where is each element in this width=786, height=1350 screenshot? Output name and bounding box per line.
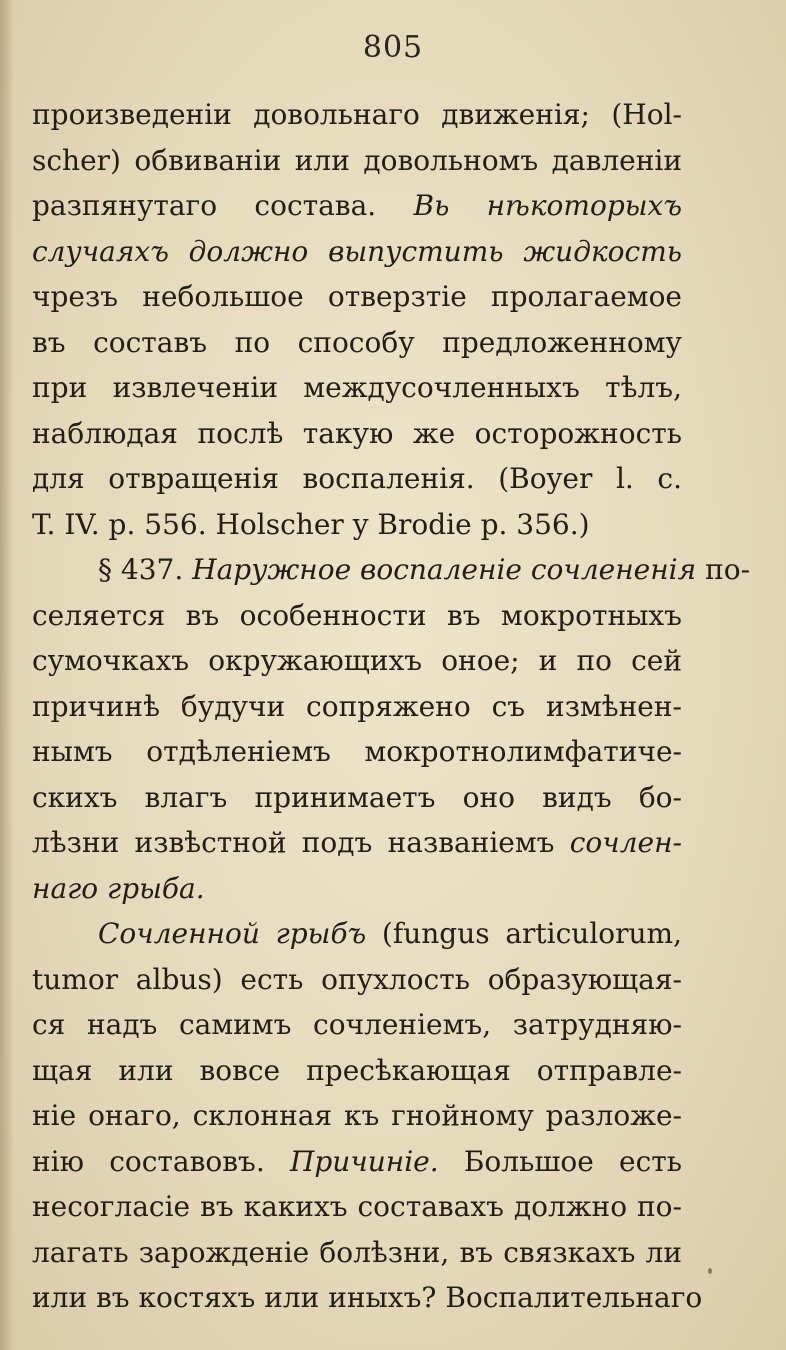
text-line xyxy=(32,547,751,593)
paper-spot xyxy=(708,1268,712,1274)
italic-text-run: Причиніе. xyxy=(289,1144,439,1178)
text-line xyxy=(32,1093,682,1139)
text-line xyxy=(32,729,682,775)
text-run: scher) обвиваніи или довольномъ давленіи xyxy=(32,143,682,177)
text-line xyxy=(32,365,682,411)
text-line xyxy=(32,274,682,320)
text-run: причинѣ будучи сопряжено съ измѣнен- xyxy=(32,689,682,723)
text-line xyxy=(32,456,682,502)
text-line xyxy=(32,183,682,229)
text-run: произведеніи довольнаго движенія; (Hol- xyxy=(32,98,682,131)
text-run: по- xyxy=(696,553,751,586)
text-run: при извлеченіи междусочленныхъ тѣлъ, xyxy=(32,371,682,404)
text-run: разпянутаго состава. xyxy=(32,189,414,222)
text-line xyxy=(32,1230,682,1276)
text-run: T. IV. p. 556. Holscher y Brodie p. 356.) xyxy=(32,507,590,541)
italic-text-run: Наружное воспаленіе сочлененія xyxy=(192,553,697,586)
text-run: нымъ отдѣленіемъ мокротнолимфатиче- xyxy=(32,735,682,768)
italic-text-run: Вь нѣкоторыхъ xyxy=(413,189,682,222)
text-line xyxy=(32,866,682,912)
text-run: ніе онаго, склонная къ гнойному разложе- xyxy=(32,1099,682,1132)
text-run: щая или вовсе пресѣкающая отправле- xyxy=(32,1053,682,1087)
text-line xyxy=(32,138,682,184)
text-run: или въ костяхъ или иныхъ? Воспалительнаго xyxy=(32,1281,703,1314)
text-line xyxy=(32,1184,682,1230)
text-run: (fungus articulorum, xyxy=(366,917,682,950)
text-run: для отвращенія воспаленія. (Boyer l. c. xyxy=(32,462,682,495)
page-number: 805 xyxy=(362,30,424,65)
text-line xyxy=(32,92,682,138)
text-run: чрезъ небольшое отверзтіе пролагаемое xyxy=(32,280,682,313)
text-run: сумочкахъ окружающихъ оное; и по сей xyxy=(32,644,682,677)
text-line xyxy=(32,1139,682,1185)
text-line xyxy=(32,775,682,821)
text-line xyxy=(32,820,682,866)
text-run: лагать зарожденіе болѣзни, въ связкахъ ли xyxy=(32,1235,682,1269)
italic-text-run: случаяхъ должно выпустить жидкость xyxy=(32,234,682,268)
text-line xyxy=(32,502,682,548)
text-line xyxy=(32,229,682,275)
text-run: скихъ влагъ принимаетъ оно видъ бо- xyxy=(32,780,682,814)
text-run: § 437. xyxy=(98,553,193,586)
text-line xyxy=(32,1002,682,1048)
text-run: лѣзни извѣстной подъ названіемъ xyxy=(32,826,570,859)
text-run: Большое есть xyxy=(438,1144,682,1178)
text-run: наблюдая послѣ такую же осторожность xyxy=(32,416,682,450)
text-line xyxy=(32,1048,682,1094)
text-run: нію составовъ. xyxy=(32,1144,290,1178)
page-binding-edge xyxy=(0,0,14,1350)
text-line xyxy=(32,684,682,730)
italic-text-run: Сочленной грыбъ xyxy=(98,917,367,950)
text-line xyxy=(32,1275,703,1321)
text-run: селяется въ особенности въ мокротныхъ xyxy=(32,598,682,632)
text-line xyxy=(32,593,682,639)
italic-text-run: наго грыба. xyxy=(32,871,205,905)
text-line xyxy=(32,638,682,684)
body-text xyxy=(32,92,751,1321)
text-run: въ составъ по способу предложенному xyxy=(32,325,682,359)
text-line xyxy=(32,411,682,457)
text-line xyxy=(32,957,682,1003)
text-line xyxy=(32,911,682,957)
text-run: tumor albus) есть опухлость образующая- xyxy=(32,962,682,996)
italic-text-run: сочлен- xyxy=(569,826,682,859)
text-line xyxy=(32,320,682,366)
text-run: ся надъ самимъ сочленіемъ, затрудняю- xyxy=(32,1008,682,1041)
text-run: несогласіе въ какихъ составахъ должно по- xyxy=(32,1190,682,1223)
